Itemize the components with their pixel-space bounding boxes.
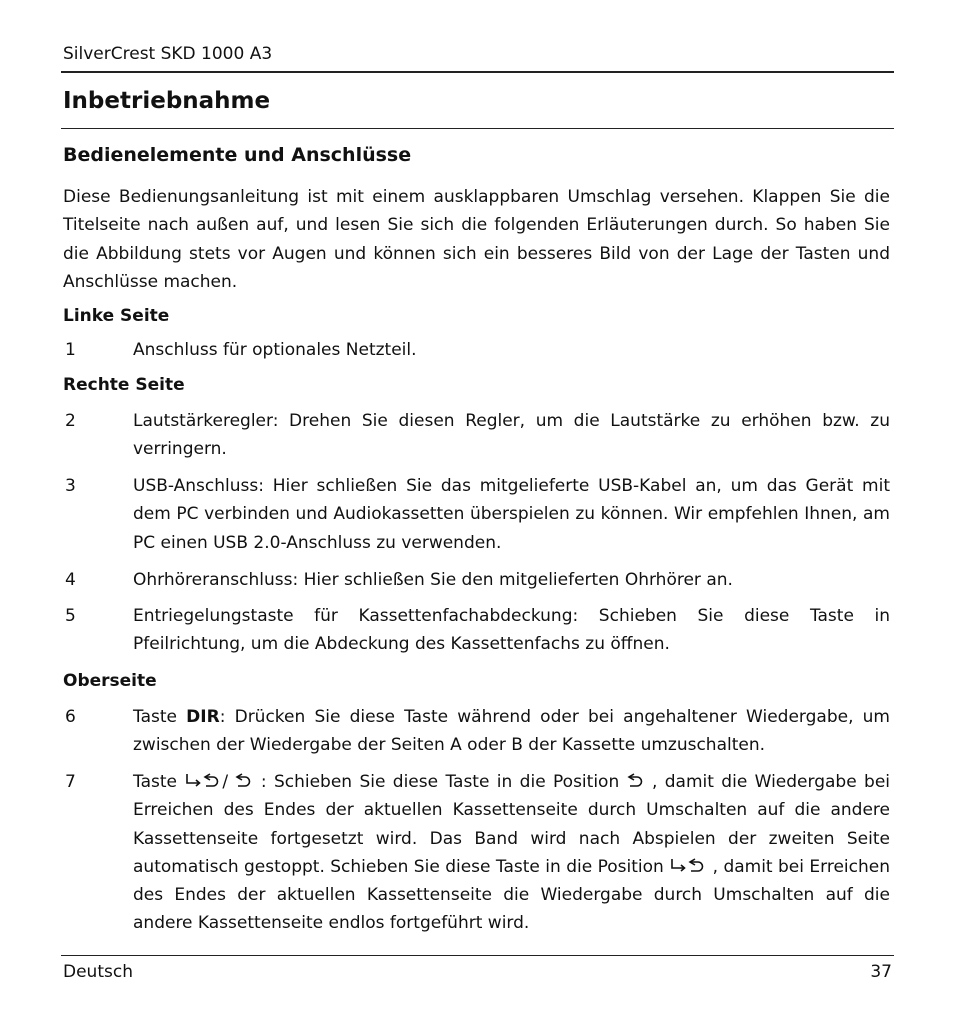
- dir-key-label: DIR: [186, 707, 220, 727]
- list-item: [63, 472, 890, 557]
- item-text-part: /: [222, 772, 236, 792]
- page-header: SilverCrest SKD 1000 A3: [63, 44, 273, 64]
- section-rule: [61, 128, 894, 129]
- item-text-part: , damit bei Erreichen des Endes der aktuellen Kassettenseite die Wiedergabe durch Umschalten auf die andere Kassettenseite endlos fortgeführt wird.: [133, 856, 890, 934]
- item-text: [133, 703, 890, 760]
- item-text: [133, 768, 890, 938]
- item-text-part: , damit die Wiedergabe bei Erreichen des Endes der aktuellen Kassettenseite durch Umschalten auf die andere Kassettenseite fortgesetzt wird. Das Band wird nach Abspielen der zweiten Seite automatisch gestoppt. Schieben Sie diese Taste in die Position: [133, 772, 891, 877]
- item-text: Lautstärkeregler: Drehen Sie diesen Regler, um die Lautstärke zu erhöhen bzw. zu verringern.: [133, 411, 890, 460]
- item-number: 6: [65, 707, 76, 727]
- item-number: 7: [65, 772, 76, 792]
- group-title-right: Rechte Seite: [63, 375, 185, 395]
- footer-language: Deutsch: [63, 962, 133, 982]
- subsection-title: Bedienelemente und Anschlüsse: [63, 144, 412, 166]
- endless-loop-icon: [669, 856, 707, 874]
- item-text-part: : Schieben Sie diese Taste in die Position: [253, 772, 627, 792]
- item-number: 1: [65, 340, 76, 360]
- group-title-top: Oberseite: [63, 671, 157, 691]
- intro-paragraph: Diese Bedienungsanleitung ist mit einem ausklappbaren Umschlag versehen. Klappen Sie die Titelseite nach außen auf, und lesen Sie sich die folgenden Erläuterungen durch. So haben Sie die Abbildung stets vor Augen und können sich ein besseres Bild von der Lage der Tasten und Anschlüsse machen.: [63, 187, 890, 292]
- footer-rule: [61, 955, 894, 956]
- list-item: [63, 703, 890, 760]
- item-number: 4: [65, 570, 76, 590]
- item-number: 3: [65, 476, 76, 496]
- list-item: [63, 566, 890, 594]
- single-return-icon: [627, 771, 645, 789]
- item-text-prefix: Taste: [133, 707, 187, 727]
- list-item: [63, 407, 890, 464]
- header-rule: [61, 71, 894, 73]
- item-text: USB-Anschluss: Hier schließen Sie das mitgelieferte USB-Kabel an, um das Gerät mit dem PC verbinden und Audiokassetten überspielen zu können. Wir empfehlen Ihnen, am PC einen USB 2.0-Anschluss zu verwenden.: [133, 476, 890, 553]
- item-text: Anschluss für optionales Netzteil.: [133, 340, 417, 360]
- section-title: Inbetriebnahme: [63, 88, 271, 114]
- group-title-left: Linke Seite: [63, 306, 170, 326]
- list-item: [63, 336, 890, 364]
- endless-loop-icon: [184, 771, 222, 789]
- list-item: [63, 768, 890, 938]
- page-number: 37: [870, 962, 892, 982]
- item-text-body: : Drücken Sie diese Taste während oder bei angehaltener Wiedergabe, um zwischen der Wiedergabe der Seiten A oder B der Kassette umzuschalten.: [133, 707, 890, 756]
- list-item: [63, 602, 890, 659]
- item-text: Ohrhöreranschluss: Hier schließen Sie den mitgelieferten Ohrhörer an.: [133, 570, 733, 590]
- item-number: 2: [65, 411, 76, 431]
- item-number: 5: [65, 606, 76, 626]
- item-text-part: Taste: [133, 772, 185, 792]
- item-text: Entriegelungstaste für Kassettenfachabdeckung: Schieben Sie diese Taste in Pfeilrichtung, um die Abdeckung des Kassettenfachs zu öffnen.: [133, 606, 890, 655]
- single-return-icon: [235, 771, 253, 789]
